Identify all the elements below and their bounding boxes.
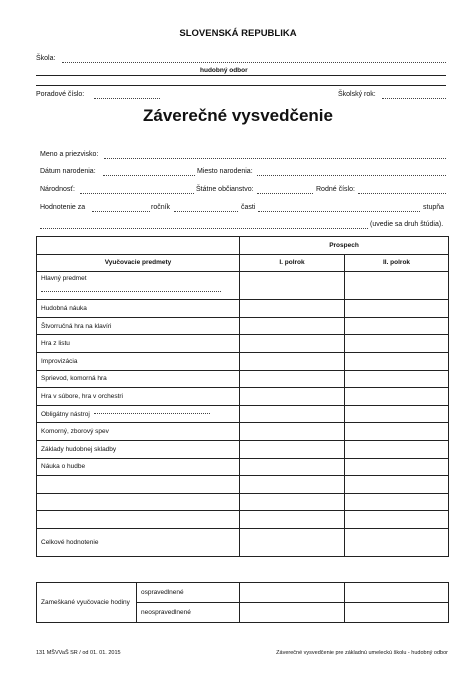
grade-cell[interactable] [345, 458, 449, 476]
grade-cell[interactable] [345, 511, 449, 529]
dob-field[interactable] [103, 175, 195, 176]
subject-label: Hra v súbore, hra v orchestri [37, 388, 240, 406]
overall-evaluation-label: Celkové hodnotenie [37, 528, 240, 556]
birth-number-field[interactable] [358, 193, 446, 194]
grade-label: ročník [151, 204, 171, 211]
document-title: Záverečné vysvedčenie [143, 106, 333, 125]
subject-label: Náuka o hudbe [37, 458, 240, 476]
table-row [37, 272, 449, 300]
country-heading: SLOVENSKÁ REPUBLIKA [179, 28, 297, 39]
grade-cell[interactable] [240, 317, 345, 335]
grade-cell[interactable] [345, 388, 449, 406]
grade-cell[interactable] [345, 405, 449, 423]
grade-cell[interactable] [240, 272, 345, 300]
grade-cell[interactable] [345, 300, 449, 318]
level-field[interactable] [258, 211, 420, 212]
grade-cell[interactable] [240, 300, 345, 318]
nationality-field[interactable] [80, 193, 194, 194]
birthplace-field[interactable] [257, 175, 446, 176]
school-year-field[interactable] [382, 98, 446, 99]
birthplace-label: Miesto narodenia: [197, 168, 253, 175]
subjects-header: Vyučovacie predmety [37, 254, 240, 272]
absences-table [36, 582, 449, 623]
grade-cell[interactable] [240, 335, 345, 353]
absence-cell[interactable] [240, 583, 345, 603]
subject-label: Základy hudobnej skladby [37, 440, 240, 458]
school-address-line[interactable] [36, 75, 446, 76]
term2-header: II. polrok [345, 254, 449, 272]
grade-cell[interactable] [240, 511, 345, 529]
grade-cell[interactable] [345, 370, 449, 388]
nationality-label: Národnosť: [40, 186, 75, 193]
evaluation-for-label: Hodnotenie za [40, 204, 86, 211]
subject-label: Štvorručná hra na klavíri [37, 317, 240, 335]
grade-cell[interactable] [240, 476, 345, 494]
school-year-label: Školský rok: [338, 91, 376, 98]
table-row [37, 476, 449, 494]
part-label: časti [241, 204, 256, 211]
table-row [37, 511, 449, 529]
table-row [37, 352, 449, 370]
subject-label: Komorný, zborový spev [37, 423, 240, 441]
excused-label: ospravedlnené [137, 583, 240, 603]
unexcused-label: neospravedlnené [137, 603, 240, 623]
grade-cell[interactable] [345, 528, 449, 556]
term1-header: I. polrok [240, 254, 345, 272]
form-title: Záverečné vysvedčenie pre základnú umeleckú školu - hudobný odbor [276, 650, 448, 656]
department-label: hudobný odbor [200, 67, 248, 74]
table-row [37, 405, 449, 423]
prospech-header: Prospech [240, 237, 449, 255]
main-subject-field[interactable] [41, 291, 221, 292]
table-row [37, 317, 449, 335]
grade-cell[interactable] [345, 440, 449, 458]
form-code: 131 MŠVVaŠ SR / od 01. 01. 2015 [36, 650, 121, 656]
study-type-label: (uvedie sa druh štúdia). [370, 221, 444, 228]
absence-cell[interactable] [345, 583, 449, 603]
table-row [37, 528, 449, 556]
grade-cell[interactable] [240, 423, 345, 441]
name-field[interactable] [104, 158, 446, 159]
table-row [37, 370, 449, 388]
subject-label: Hlavný predmet [41, 275, 87, 283]
subject-label: Improvizácia [37, 352, 240, 370]
table-row [37, 423, 449, 441]
subject-label: Hudobná náuka [37, 300, 240, 318]
subject-label[interactable] [37, 476, 240, 494]
level-label: stupňa [423, 204, 445, 211]
grade-cell[interactable] [345, 476, 449, 494]
grade-cell[interactable] [345, 493, 449, 511]
table-row [37, 335, 449, 353]
grade-cell[interactable] [240, 405, 345, 423]
grade-field[interactable] [92, 211, 150, 212]
table-row [37, 300, 449, 318]
subject-label[interactable] [37, 493, 240, 511]
dob-label: Dátum narodenia: [40, 168, 96, 175]
table-row [37, 583, 449, 603]
serial-number-label: Poradové číslo: [36, 91, 85, 98]
grade-cell[interactable] [345, 423, 449, 441]
subject-label: Obligátny nástroj [41, 410, 90, 418]
subject-label: Hra z listu [37, 335, 240, 353]
grade-cell[interactable] [345, 352, 449, 370]
citizenship-field[interactable] [257, 193, 313, 194]
grade-cell[interactable] [345, 335, 449, 353]
birth-number-label: Rodné číslo: [316, 186, 355, 193]
subject-label[interactable] [37, 511, 240, 529]
part-field[interactable] [174, 211, 238, 212]
absences-label: Zameškané vyučovacie hodiny [37, 583, 137, 623]
subject-label: Sprievod, komorná hra [37, 370, 240, 388]
grade-cell[interactable] [345, 272, 449, 300]
grade-cell[interactable] [240, 493, 345, 511]
grade-cell[interactable] [240, 458, 345, 476]
grade-cell[interactable] [240, 370, 345, 388]
grade-cell[interactable] [240, 440, 345, 458]
table-row [37, 388, 449, 406]
school-extra-line[interactable] [36, 85, 446, 86]
school-label: Škola: [36, 55, 56, 62]
absence-cell[interactable] [240, 603, 345, 623]
name-label: Meno a priezvisko: [40, 151, 99, 158]
table-row [37, 458, 449, 476]
citizenship-label: Štátne občianstvo: [196, 186, 254, 193]
obligatory-instrument-field[interactable] [94, 413, 210, 414]
school-field[interactable] [62, 62, 446, 63]
table-row [37, 440, 449, 458]
serial-number-field[interactable] [94, 98, 160, 99]
grade-cell[interactable] [240, 352, 345, 370]
study-type-field[interactable] [40, 228, 368, 229]
grade-cell[interactable] [345, 317, 449, 335]
grade-cell[interactable] [240, 388, 345, 406]
grades-table [36, 236, 449, 557]
table-row [37, 493, 449, 511]
absence-cell[interactable] [345, 603, 449, 623]
grade-cell[interactable] [240, 528, 345, 556]
table-corner-cell [37, 237, 240, 255]
